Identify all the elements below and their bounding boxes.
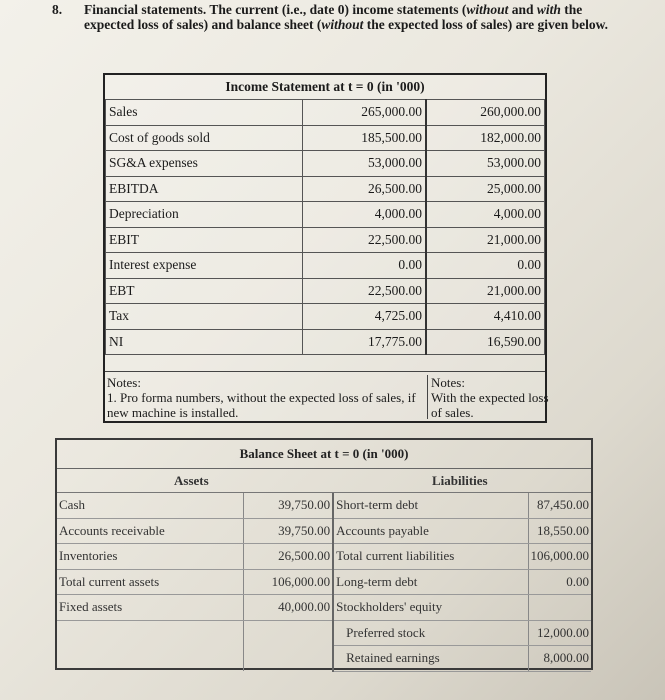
asset-value: [244, 646, 333, 672]
row-label: Tax: [106, 304, 303, 330]
question-number: 8.: [52, 2, 63, 17]
liability-value: 8,000.00: [528, 646, 591, 672]
asset-value: 39,750.00: [244, 493, 333, 518]
income-row: [106, 329, 545, 355]
question-text-b: and: [508, 2, 537, 17]
value-without-loss: 26,500.00: [303, 176, 427, 202]
liability-value: 18,550.00: [528, 518, 591, 544]
asset-value: 40,000.00: [244, 595, 333, 621]
liability-label: Retained earnings: [333, 646, 528, 672]
asset-label: Accounts receivable: [57, 518, 244, 544]
value-without-loss: 265,000.00: [303, 100, 427, 126]
balance-row: [57, 493, 591, 518]
note-left: Notes: 1. Pro forma numbers, without the expected loss of sales, if new machine is installed.: [107, 375, 416, 420]
value-without-loss: 4,725.00: [303, 304, 427, 330]
balance-sheet-title: Balance Sheet at t = 0 (in '000): [239, 446, 409, 461]
income-statement-notes: [105, 371, 549, 422]
asset-label: Total current assets: [57, 569, 244, 595]
row-label: EBT: [106, 278, 303, 304]
balance-sheet-grid: [57, 493, 591, 672]
row-label: Cost of goods sold: [106, 125, 303, 151]
question-text-a: The current (i.e., date 0) income statements (: [206, 2, 467, 17]
liability-label: Stockholders' equity: [333, 595, 528, 621]
balance-row: [57, 620, 591, 646]
asset-value: 106,000.00: [244, 569, 333, 595]
row-label: EBIT: [106, 227, 303, 253]
asset-value: 26,500.00: [244, 544, 333, 570]
value-without-loss: 53,000.00: [303, 151, 427, 177]
income-row: [106, 227, 545, 253]
row-label: Depreciation: [106, 202, 303, 228]
asset-label: Fixed assets: [57, 595, 244, 621]
income-row: [106, 202, 545, 228]
row-label: EBITDA: [106, 176, 303, 202]
income-statement-grid: [105, 99, 545, 355]
liability-label: Long-term debt: [333, 569, 528, 595]
value-with-loss: 182,000.00: [426, 125, 545, 151]
assets-header: Assets: [174, 473, 209, 488]
liability-label: Accounts payable: [333, 518, 528, 544]
note-right: Notes: With the expected loss of sales.: [427, 375, 549, 419]
asset-label: [57, 646, 244, 672]
income-row: [106, 100, 545, 126]
row-label: SG&A expenses: [106, 151, 303, 177]
liability-value: 87,450.00: [528, 493, 591, 518]
value-with-loss: 0.00: [426, 253, 545, 279]
question-title: Financial statements.: [84, 2, 207, 17]
liability-label: Total current liabilities: [333, 544, 528, 570]
value-with-loss: 53,000.00: [426, 151, 545, 177]
row-label: NI: [106, 329, 303, 355]
income-row: [106, 125, 545, 151]
balance-row: [57, 595, 591, 621]
question-text: [84, 2, 622, 32]
question-emph-b: with: [536, 2, 561, 17]
question-emph-c: without: [321, 17, 364, 32]
liability-label: Short-term debt: [333, 493, 528, 518]
liability-value: 12,000.00: [528, 620, 591, 646]
value-with-loss: 260,000.00: [426, 100, 545, 126]
question-block: [52, 2, 622, 32]
value-with-loss: 4,410.00: [426, 304, 545, 330]
value-without-loss: 22,500.00: [303, 227, 427, 253]
value-with-loss: 4,000.00: [426, 202, 545, 228]
balance-row: [57, 518, 591, 544]
liability-value: [528, 595, 591, 621]
liability-value: 0.00: [528, 569, 591, 595]
value-with-loss: 25,000.00: [426, 176, 545, 202]
liability-label: Preferred stock: [333, 620, 528, 646]
value-with-loss: 16,590.00: [426, 329, 545, 355]
value-without-loss: 185,500.00: [303, 125, 427, 151]
value-without-loss: 22,500.00: [303, 278, 427, 304]
income-row: [106, 278, 545, 304]
asset-label: [57, 620, 244, 646]
balance-row: [57, 569, 591, 595]
question-emph-a: without: [466, 2, 509, 17]
income-row: [106, 304, 545, 330]
balance-row: [57, 646, 591, 672]
value-without-loss: 4,000.00: [303, 202, 427, 228]
income-row: [106, 176, 545, 202]
row-label: Interest expense: [106, 253, 303, 279]
asset-label: Cash: [57, 493, 244, 518]
value-without-loss: 0.00: [303, 253, 427, 279]
asset-value: [244, 620, 333, 646]
value-with-loss: 21,000.00: [426, 278, 545, 304]
value-with-loss: 21,000.00: [426, 227, 545, 253]
balance-sheet-table: [55, 438, 593, 670]
liability-value: 106,000.00: [528, 544, 591, 570]
liabilities-header: Liabilities: [432, 473, 488, 488]
value-without-loss: 17,775.00: [303, 329, 427, 355]
income-statement-table: [103, 73, 547, 423]
income-row: [106, 253, 545, 279]
income-statement-title: Income Statement at t = 0 (in '000): [225, 79, 425, 94]
income-row: [106, 151, 545, 177]
question-text-d: the expected loss of sales) are given below.: [363, 17, 608, 32]
row-label: Sales: [106, 100, 303, 126]
asset-label: Inventories: [57, 544, 244, 570]
asset-value: 39,750.00: [244, 518, 333, 544]
balance-row: [57, 544, 591, 570]
divider: [57, 468, 591, 469]
question-text-c: the expected loss of sales) and balance sheet (: [84, 2, 583, 32]
